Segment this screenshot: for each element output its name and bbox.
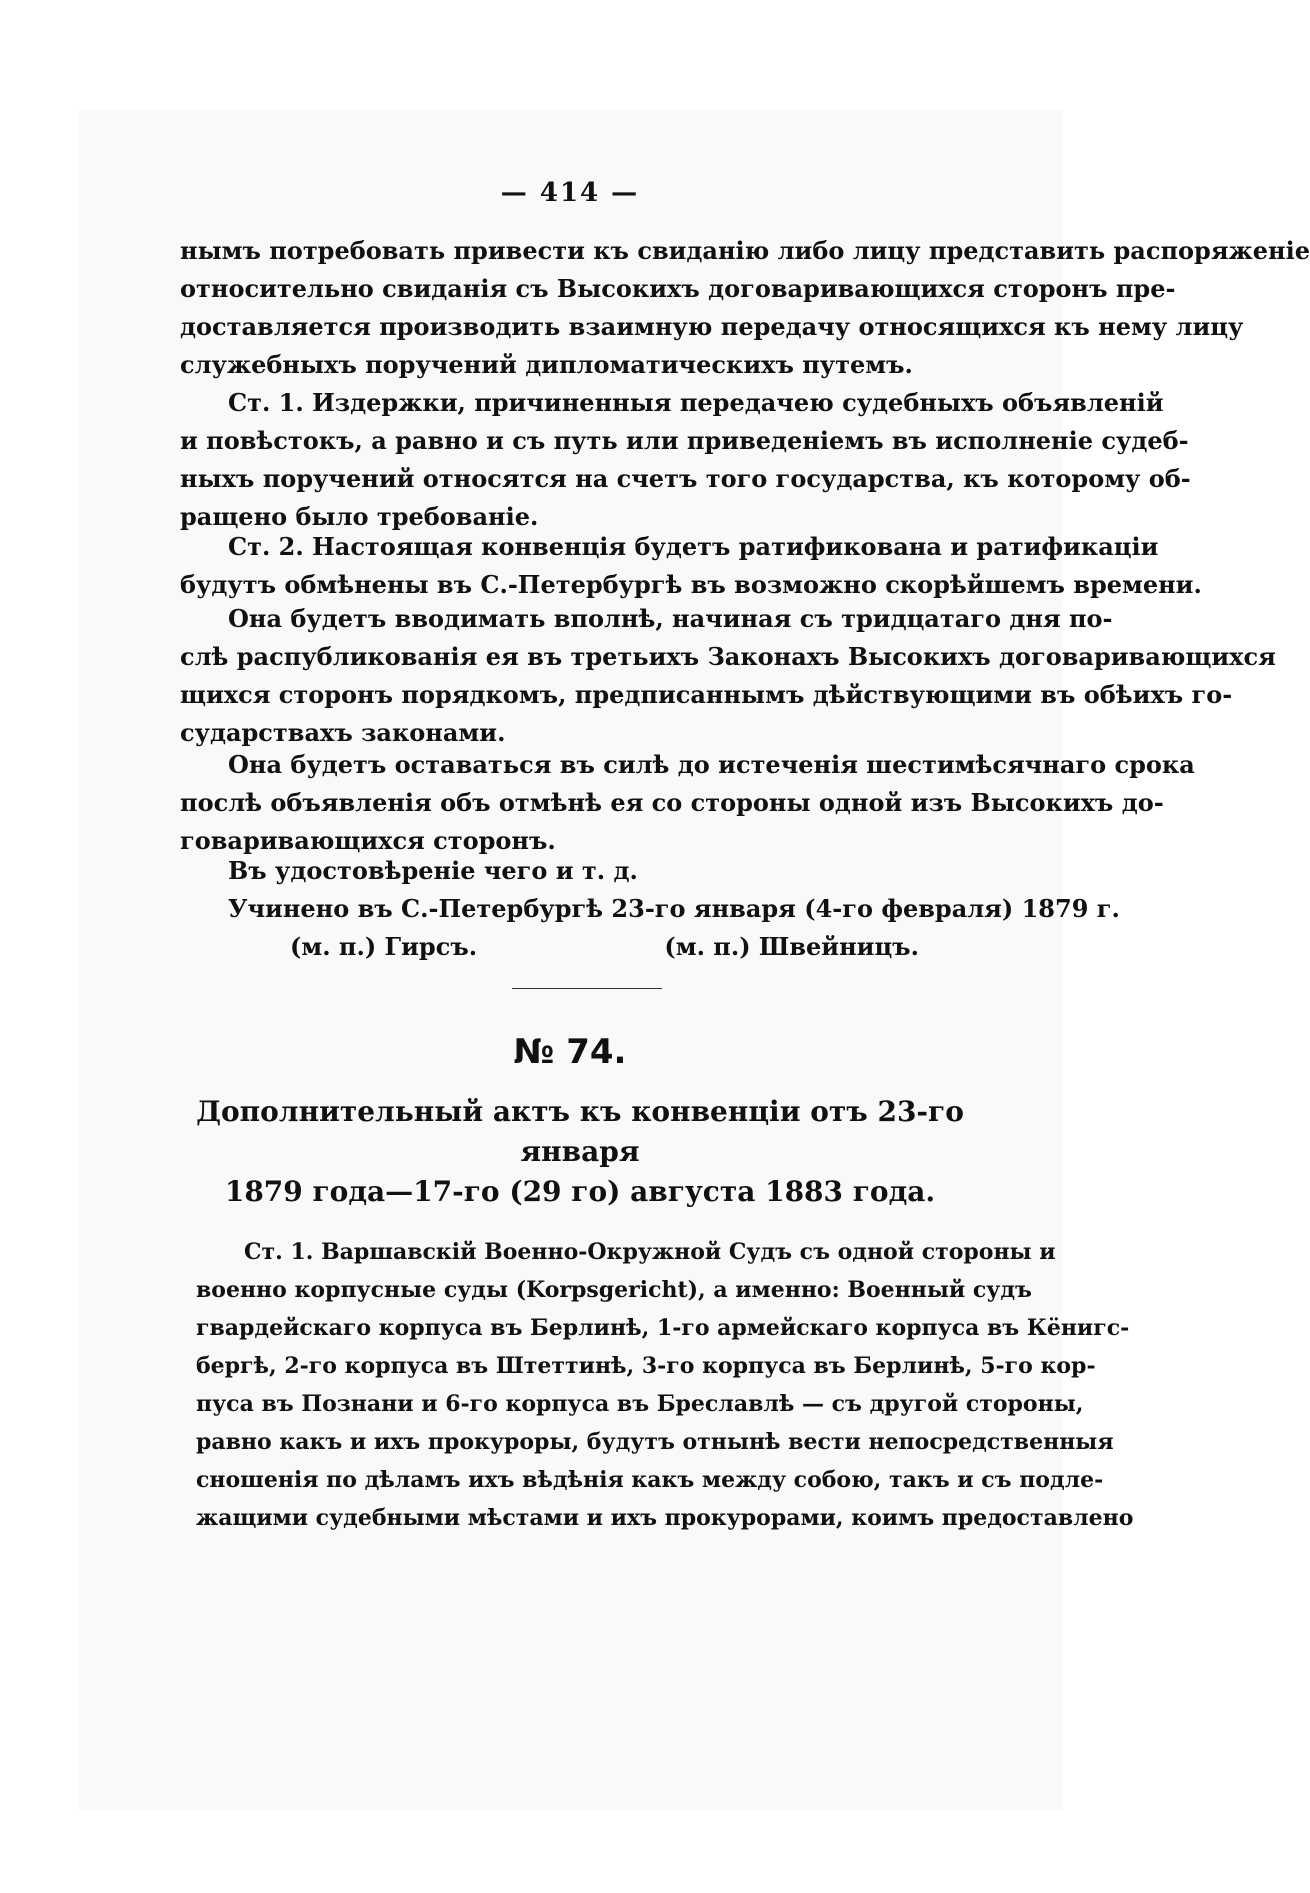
text-line: Ст. 1. Варшавскій Военно-Окружной Судъ съ одной стороны и [244,1239,1056,1265]
document-number: № 74. [513,1032,627,1072]
text-line: нымъ потребовать привести къ свиданію либо лицу представить распоряженіе [180,236,1310,265]
entry-into-force-paragraph [180,600,1276,752]
article-2 [180,528,1202,604]
text-line: слѣ распубликованія ея въ третьихъ Законахъ Высокихъ договаривающихся [180,642,1276,671]
text-line: жащими судебными мѣстами и ихъ прокурорами, коимъ предоставлено [196,1505,1134,1531]
document-title-line: Дополнительный актъ къ конвенціи отъ 23-го января [196,1095,964,1168]
signatures-line [180,928,980,966]
text-line: будутъ обмѣнены въ С.-Петербургѣ въ возможно скорѣйшемъ времени. [180,570,1202,599]
text-line: относительно свиданія съ Высокихъ договаривающихся сторонъ пре- [180,274,1176,303]
text-line: служебныхъ поручений дипломатическихъ путемъ. [180,350,913,379]
text-line: бергѣ, 2-го корпуса въ Штеттинѣ, 3-го корпуса въ Берлинѣ, 5-го кор- [196,1353,1096,1379]
document-title [190,1092,970,1212]
text-line: и повѣстокъ, а равно и съ путь или приведеніемъ въ исполненіе судеб- [180,426,1189,455]
text-line: пуса въ Познани и 6-го корпуса въ Бреславлѣ — съ другой стороны, [196,1391,1084,1417]
duration-paragraph [180,746,1195,860]
preceding-paragraph [180,232,1310,384]
text-line: ныхъ поручений относятся на счетъ того государства, къ которому об- [180,464,1191,493]
text-line: щихся сторонъ порядкомъ, предписаннымъ дѣйствующими въ обѣихъ го- [180,680,1233,709]
place-date-line: Учинено въ С.-Петербургѣ 23-го января (4-го февраля) 1879 г. [228,894,1120,923]
text-line: послѣ объявленія объ отмѣнѣ ея со стороны одной изъ Высокихъ до- [180,788,1164,817]
document-title-line: 1879 года—17-го (29 го) августа 1883 года. [224,1175,936,1208]
section-divider [512,988,662,989]
text-line: доставляется производить взаимную передачу относящихся къ нему лицу [180,312,1244,341]
signature-giers: (м. п.) Гирсъ. [290,932,478,961]
new-article-1 [196,1234,1134,1538]
text-line: ращено было требованіе. [180,502,539,531]
text-line: Она будетъ вводимать вполнѣ, начиная съ тридцатаго дня по- [228,604,1113,633]
text-line: говаривающихся сторонъ. [180,826,556,855]
signature-schweinitz: (м. п.) Швейницъ. [664,932,919,961]
text-line: сношенія по дѣламъ ихъ вѣдѣнія какъ между собою, такъ и съ подле- [196,1467,1104,1493]
text-line: Она будетъ оставаться въ силѣ до истеченія шестимѣсячнаго срока [228,750,1195,779]
page-number: — 414 — [500,178,640,208]
text-line: сударствахъ законами. [180,718,506,747]
text-line: гвардейскаго корпуса въ Берлинѣ, 1-го армейскаго корпуса въ Кёнигс- [196,1315,1130,1341]
text-line: равно какъ и ихъ прокуроры, будутъ отнынѣ вести непосредственныя [196,1429,1114,1455]
article-1 [180,384,1191,536]
text-line: Ст. 1. Издержки, причиненныя передачею судебныхъ объявленій [228,388,1164,417]
witness-line: Въ удостовѣреніе чего и т. д. [228,856,638,885]
closing-block [180,852,1120,966]
text-line: военно корпусные суды (Korpsgericht), а именно: Военный судъ [196,1277,1032,1303]
text-line: Ст. 2. Настоящая конвенція будетъ ратификована и ратификаціи [228,532,1159,561]
